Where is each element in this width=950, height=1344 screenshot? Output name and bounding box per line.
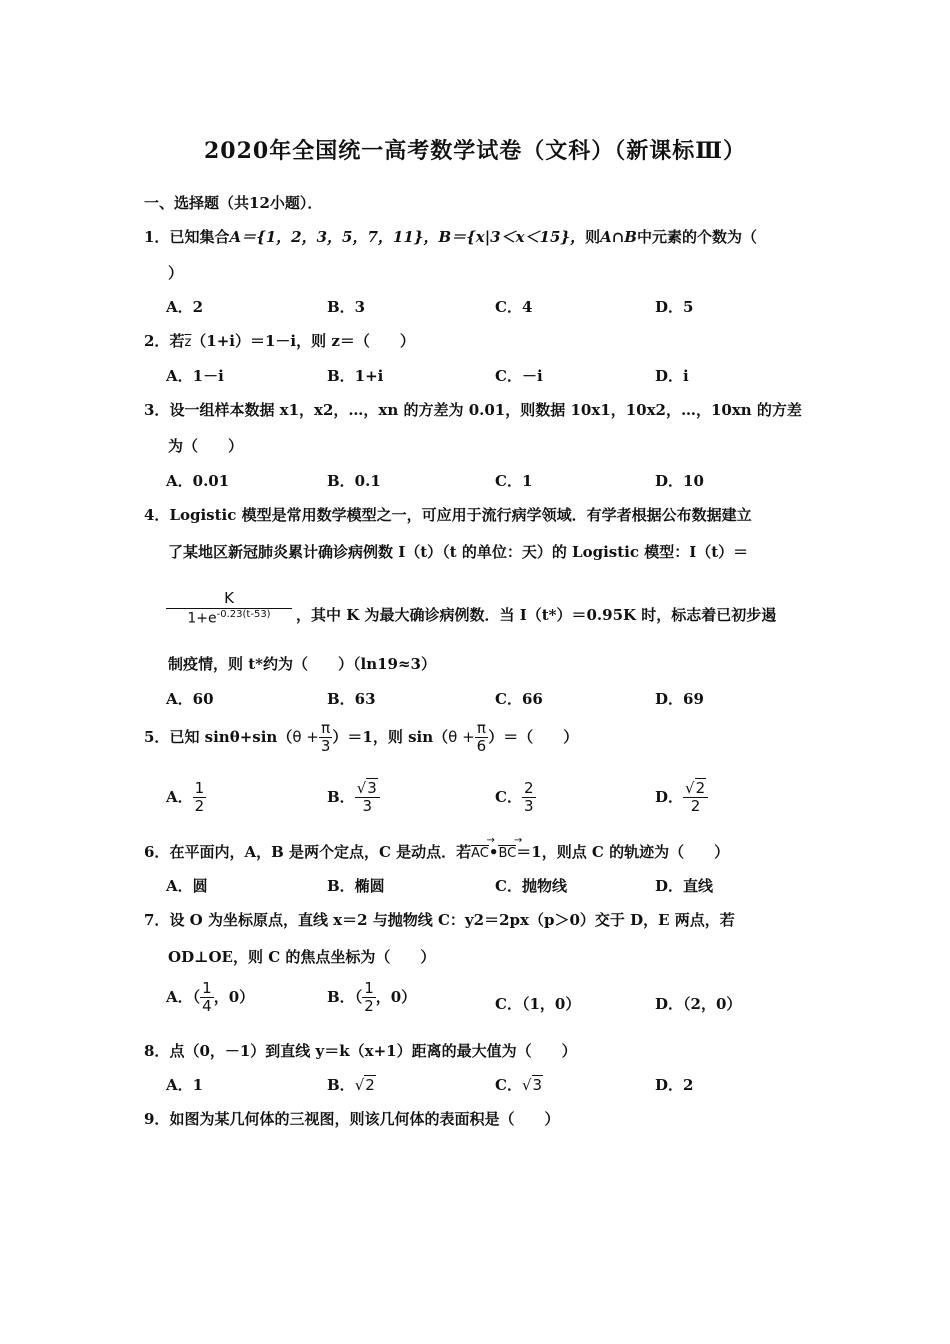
question-number: 5． bbox=[144, 727, 170, 746]
question-2 bbox=[144, 330, 415, 351]
q7-option-c bbox=[495, 993, 580, 1014]
q5-option-a bbox=[166, 780, 206, 816]
sqrt-sign: √ bbox=[354, 1076, 365, 1094]
q4-option-c: C．66 bbox=[495, 690, 543, 708]
q4-option-a: A．60 bbox=[166, 690, 214, 708]
sqrt-sign: √ bbox=[521, 1076, 532, 1094]
q1-text: 已知集合 bbox=[169, 228, 230, 246]
question-1 bbox=[144, 226, 757, 247]
q2-option-c: C．－i bbox=[495, 367, 543, 385]
logistic-fraction bbox=[166, 589, 292, 627]
q1-intersection: A∩B bbox=[600, 228, 637, 246]
numerator: 1 bbox=[202, 979, 212, 997]
z-conjugate: $\overline{z}$ bbox=[184, 335, 192, 350]
option-label: C． bbox=[495, 995, 522, 1013]
denominator: 2 bbox=[194, 797, 205, 816]
pi-over-6 bbox=[475, 720, 489, 756]
radicand: 3 bbox=[532, 1076, 543, 1094]
paren: （ bbox=[354, 987, 363, 1006]
q2-text: （1+i）＝1－i，则 z＝（ ） bbox=[191, 332, 415, 350]
q6-pre: 在平面内，A，B 是两个定点，C 是动点．若 bbox=[169, 843, 472, 861]
q1-text-c: 中元素的个数为（ bbox=[636, 228, 757, 246]
q4-line-3: ，其中 K 为最大确诊病例数．当 I（t*）＝0.95K 时，标志着已初步遏 bbox=[296, 606, 777, 624]
fraction bbox=[522, 780, 536, 816]
q3-option-a: A．0.01 bbox=[166, 472, 230, 490]
question-4 bbox=[144, 504, 752, 525]
option-label: C． bbox=[495, 787, 522, 806]
q5-option-d bbox=[655, 780, 708, 816]
q4-line-1: Logistic 模型是常用数学模型之一，可应用于流行病学领域．有学者根据公布数据建立 bbox=[169, 506, 752, 524]
q7-option-d bbox=[655, 993, 741, 1014]
radicand: 2 bbox=[365, 1076, 375, 1094]
radicand: 3 bbox=[367, 779, 377, 797]
denominator: 3 bbox=[320, 737, 331, 756]
q4-option-b: B．63 bbox=[327, 690, 376, 708]
pi-over-3 bbox=[319, 720, 333, 756]
page-title: 2020年全国统一高考数学试卷（文科）（新课标Ⅲ） bbox=[203, 138, 747, 164]
q2-option-a: A．1－i bbox=[166, 367, 224, 385]
question-number: 1． bbox=[144, 228, 170, 246]
q7-line-2: OD⊥OE，则 C 的焦点坐标为（ ） bbox=[168, 948, 436, 966]
theta: θ + bbox=[448, 727, 475, 746]
numerator: 1 bbox=[194, 779, 205, 797]
q2-option-d: D．i bbox=[655, 367, 689, 385]
fraction-numerator: K bbox=[166, 589, 292, 609]
q1-option-a: A．2 bbox=[166, 298, 204, 316]
numerator: 2 bbox=[523, 779, 534, 797]
q2-pre: 若 bbox=[169, 332, 185, 350]
dot-operator: • bbox=[488, 843, 499, 861]
q4-line-2: 了某地区新冠肺炎累计确诊病例数 I（t）（t 的单位：天）的 Logistic 模型：I（t）＝ bbox=[168, 543, 749, 561]
fraction-denominator bbox=[166, 609, 292, 627]
q8-option-d: D．2 bbox=[655, 1076, 694, 1094]
option-label: A． bbox=[166, 787, 193, 806]
question-number: 3． bbox=[144, 401, 170, 419]
theta: θ + bbox=[292, 727, 319, 746]
denominator: 4 bbox=[202, 997, 212, 1016]
q4-line-4: 制疫情，则 t*约为（ ）（ln19≈3） bbox=[168, 655, 436, 673]
question-6 bbox=[144, 841, 729, 862]
q1-option-c: C．4 bbox=[495, 298, 533, 316]
question-7 bbox=[144, 909, 735, 930]
paren: ，0） bbox=[375, 987, 417, 1006]
question-9 bbox=[144, 1108, 559, 1129]
fraction bbox=[193, 780, 207, 816]
vector-bc: BC → bbox=[498, 845, 516, 860]
question-3 bbox=[144, 399, 802, 420]
q6-option-a: A．圆 bbox=[166, 877, 208, 895]
question-number: 2． bbox=[144, 332, 170, 350]
q1-option-d: D．5 bbox=[655, 298, 694, 316]
option-label: D． bbox=[655, 787, 684, 806]
q2-option-b: B．1+i bbox=[327, 367, 384, 385]
question-3-cont: 为（ ） bbox=[168, 437, 244, 455]
question-number: 4． bbox=[144, 506, 170, 524]
question-1-cont: ） bbox=[168, 264, 184, 282]
q3-option-c: C．1 bbox=[495, 472, 533, 490]
fraction bbox=[200, 980, 214, 1016]
numerator bbox=[683, 780, 708, 798]
q1-option-b: B．3 bbox=[327, 298, 366, 316]
q6-option-d: D．直线 bbox=[655, 877, 714, 895]
pi: π bbox=[475, 720, 489, 738]
option-label: B． bbox=[327, 987, 355, 1006]
q7-line-1: 设 O 为坐标原点，直线 x＝2 与抛物线 C：y2＝2px（p＞0）交于 D，E 两点，若 bbox=[169, 911, 735, 929]
fraction bbox=[683, 780, 708, 816]
option-label: B． bbox=[327, 787, 355, 806]
q8-option-a: A．1 bbox=[166, 1076, 204, 1094]
pi: π bbox=[319, 720, 333, 738]
question-8 bbox=[144, 1040, 577, 1061]
sqrt-sign: √ bbox=[356, 779, 367, 797]
paren: ，0） bbox=[213, 987, 255, 1006]
option-label: C． bbox=[495, 1076, 522, 1094]
q8-option-c bbox=[495, 1074, 543, 1095]
q5-post: ）＝（ ） bbox=[488, 727, 579, 746]
q9-text: 如图为某几何体的三视图，则该几何体的表面积是（ ） bbox=[169, 1110, 560, 1128]
q3-option-d: D．10 bbox=[655, 472, 704, 490]
q6-option-c: C．抛物线 bbox=[495, 877, 567, 895]
denominator: 2 bbox=[364, 997, 374, 1016]
q3-text: 设一组样本数据 x1，x2，…，xn 的方差为 0.01，则数据 10x1，10x2，…，10xn 的方差 bbox=[169, 401, 802, 419]
denominator-base: 1+e bbox=[187, 610, 217, 627]
q6-option-b: B．椭圆 bbox=[327, 877, 385, 895]
denominator: 3 bbox=[362, 797, 373, 816]
vector-ac: AC → bbox=[471, 845, 489, 860]
denominator: 6 bbox=[476, 737, 487, 756]
q1-set-b: B＝{x|3＜x＜15}， bbox=[438, 228, 586, 246]
sqrt-sign: √ bbox=[685, 779, 695, 797]
fraction bbox=[355, 780, 380, 816]
q7-option-b bbox=[327, 980, 416, 1016]
q7-option-a bbox=[166, 980, 254, 1016]
denominator: 2 bbox=[690, 797, 701, 816]
q5-pre: 已知 sinθ+sin（ bbox=[169, 727, 293, 746]
q3-option-b: B．0.1 bbox=[327, 472, 381, 490]
option-text: （1，0） bbox=[521, 995, 581, 1013]
q1-text-b: 则 bbox=[585, 228, 601, 246]
q1-set-a: A＝{1，2，3，5，7，11}， bbox=[229, 228, 439, 246]
q6-post: ＝1，则点 C 的轨迹为（ ） bbox=[516, 843, 730, 861]
numerator bbox=[355, 780, 380, 798]
radicand: 2 bbox=[695, 779, 706, 797]
denominator-exponent: -0.23(t-53) bbox=[216, 609, 271, 620]
q5-option-b bbox=[327, 780, 380, 816]
q5-mid: ）＝1，则 sin（ bbox=[332, 727, 449, 746]
section-heading: 一、选择题（共12小题）． bbox=[144, 194, 323, 212]
question-number: 6． bbox=[144, 843, 170, 861]
numerator: 1 bbox=[364, 979, 374, 997]
option-label: B． bbox=[327, 1076, 355, 1094]
fraction bbox=[362, 980, 376, 1016]
q5-option-c bbox=[495, 780, 536, 816]
paren: （ bbox=[192, 987, 201, 1006]
option-text: （2，0） bbox=[683, 995, 742, 1013]
option-label: D． bbox=[655, 995, 684, 1013]
q4-option-d: D．69 bbox=[655, 690, 704, 708]
option-label: A． bbox=[166, 987, 193, 1006]
denominator: 3 bbox=[523, 797, 534, 816]
question-number: 8． bbox=[144, 1042, 170, 1060]
q8-text: 点（0，－1）到直线 y＝k（x+1）距离的最大值为（ ） bbox=[169, 1042, 577, 1060]
question-number: 9． bbox=[144, 1110, 170, 1128]
question-number: 7． bbox=[144, 911, 170, 929]
q8-option-b bbox=[327, 1074, 376, 1095]
question-5 bbox=[144, 720, 578, 756]
